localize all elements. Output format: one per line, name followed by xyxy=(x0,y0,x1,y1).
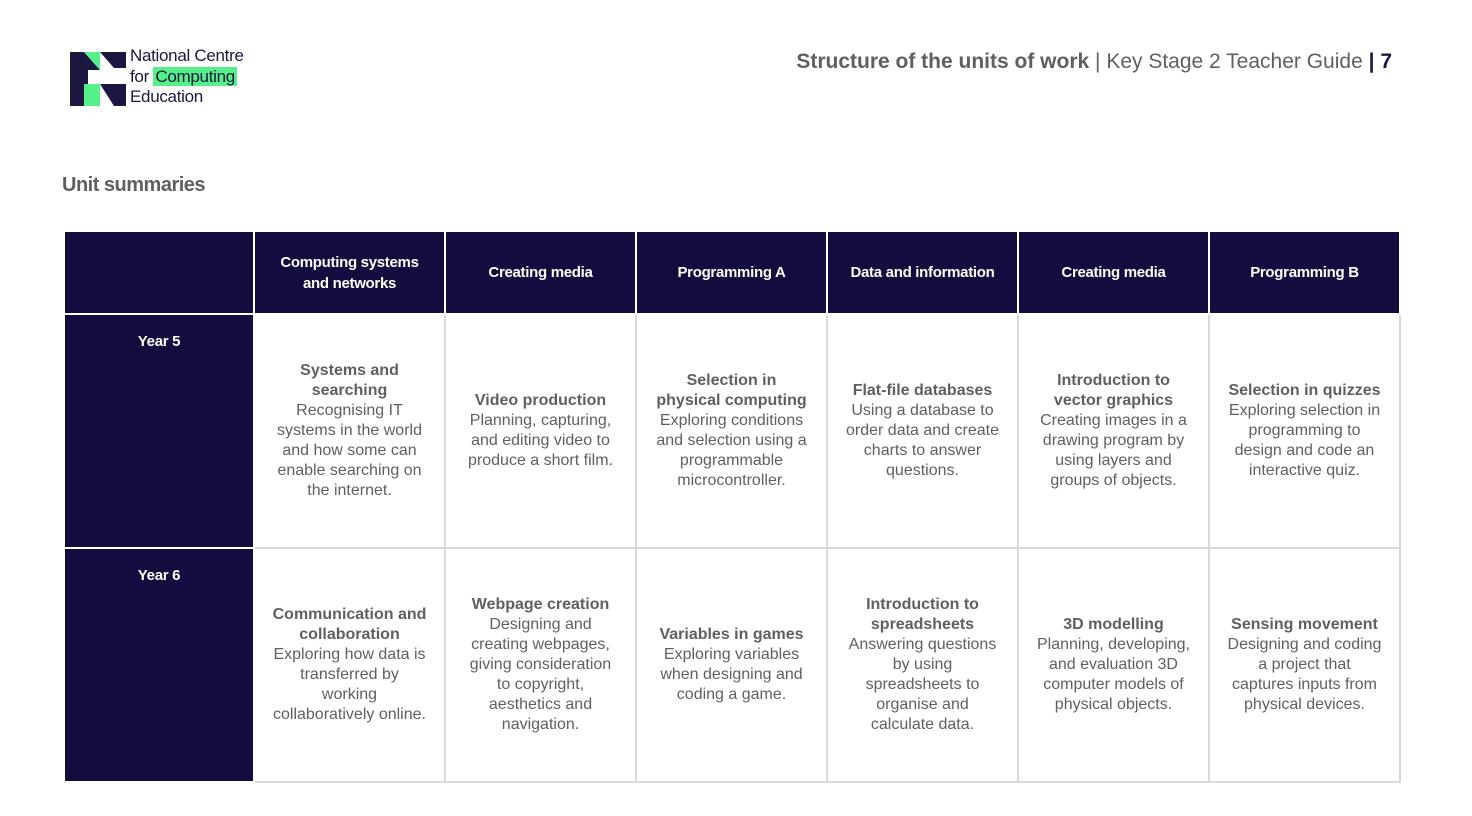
unit-title: Selection in physical computing xyxy=(656,372,807,409)
year-label: Year 5 xyxy=(64,314,254,548)
unit-cell xyxy=(827,314,1018,548)
unit-title: Communication and collaboration xyxy=(272,606,427,643)
header-separator: | xyxy=(1089,50,1107,73)
header-guide-title: Key Stage 2 Teacher Guide xyxy=(1106,50,1363,73)
table-corner-cell xyxy=(64,231,254,314)
year-label: Year 6 xyxy=(64,548,254,782)
ncce-logo xyxy=(70,46,270,108)
unit-description: Planning, developing, and evaluation 3D computer models of physical objects. xyxy=(1036,636,1190,713)
logo-line-2: for Computing xyxy=(130,66,235,86)
unit-title: Video production xyxy=(474,392,607,409)
column-header: Creating media xyxy=(1018,231,1209,314)
unit-cell xyxy=(1209,314,1400,548)
table-row xyxy=(64,548,1400,782)
unit-cell xyxy=(1018,314,1209,548)
unit-title: Introduction to spreadsheets xyxy=(866,596,979,633)
section-title: Unit summaries xyxy=(62,174,206,196)
logo-highlight: Computing xyxy=(155,66,235,86)
unit-title: Flat-file databases xyxy=(852,382,993,399)
column-header: Programming A xyxy=(636,231,827,314)
unit-cell xyxy=(827,548,1018,782)
header-section-title: Structure of the units of work xyxy=(796,50,1090,73)
unit-cell xyxy=(1018,548,1209,782)
unit-description: Answering questions by using spreadsheets to organise and calculate data. xyxy=(848,636,997,733)
unit-title: Sensing movement xyxy=(1231,616,1378,633)
unit-title: 3D modelling xyxy=(1063,616,1164,633)
logo-line-3: Education xyxy=(130,87,203,106)
unit-description: Exploring selection in programming to design and code an interactive quiz. xyxy=(1228,402,1381,479)
unit-cell xyxy=(1209,548,1400,782)
logo-wordmark xyxy=(130,46,244,108)
unit-summaries-table xyxy=(63,230,1401,783)
logo-line-1: National Centre xyxy=(130,46,244,65)
column-header: Programming B xyxy=(1209,231,1400,314)
unit-cell xyxy=(636,314,827,548)
unit-title: Webpage creation xyxy=(471,596,610,613)
column-header: Computing systems and networks xyxy=(254,231,445,314)
page-number: 7 xyxy=(1380,50,1392,73)
unit-description: Exploring variables when designing and coding a game. xyxy=(660,646,803,703)
unit-description: Exploring how data is transferred by working collaboratively online. xyxy=(273,646,426,723)
header-separator: | xyxy=(1362,50,1381,73)
unit-title: Selection in quizzes xyxy=(1228,382,1381,399)
unit-description: Designing and creating webpages, giving consideration to copyright, aesthetics and navigation. xyxy=(469,616,612,733)
unit-description: Designing and coding a project that captures inputs from physical devices. xyxy=(1227,636,1382,713)
unit-cell xyxy=(445,548,636,782)
column-header: Creating media xyxy=(445,231,636,314)
unit-cell xyxy=(254,314,445,548)
ncce-logo-mark-icon xyxy=(70,48,126,106)
unit-title: Variables in games xyxy=(659,626,804,643)
unit-title: Systems and searching xyxy=(300,362,399,399)
unit-cell xyxy=(445,314,636,548)
unit-cell xyxy=(636,548,827,782)
unit-description: Creating images in a drawing program by using layers and groups of objects. xyxy=(1040,412,1187,489)
column-header: Data and information xyxy=(827,231,1018,314)
table-header-row xyxy=(64,231,1400,314)
unit-description: Using a database to order data and create charts to answer questions. xyxy=(846,402,999,479)
page-header xyxy=(796,50,1392,74)
unit-description: Planning, capturing, and editing video to produce a short film. xyxy=(468,412,613,469)
unit-cell xyxy=(254,548,445,782)
table-row xyxy=(64,314,1400,548)
unit-title: Introduction to vector graphics xyxy=(1053,372,1174,409)
unit-description: Exploring conditions and selection using a programmable microcontroller. xyxy=(656,412,807,489)
unit-description: Recognising IT systems in the world and how some can enable searching on the internet. xyxy=(277,402,422,499)
